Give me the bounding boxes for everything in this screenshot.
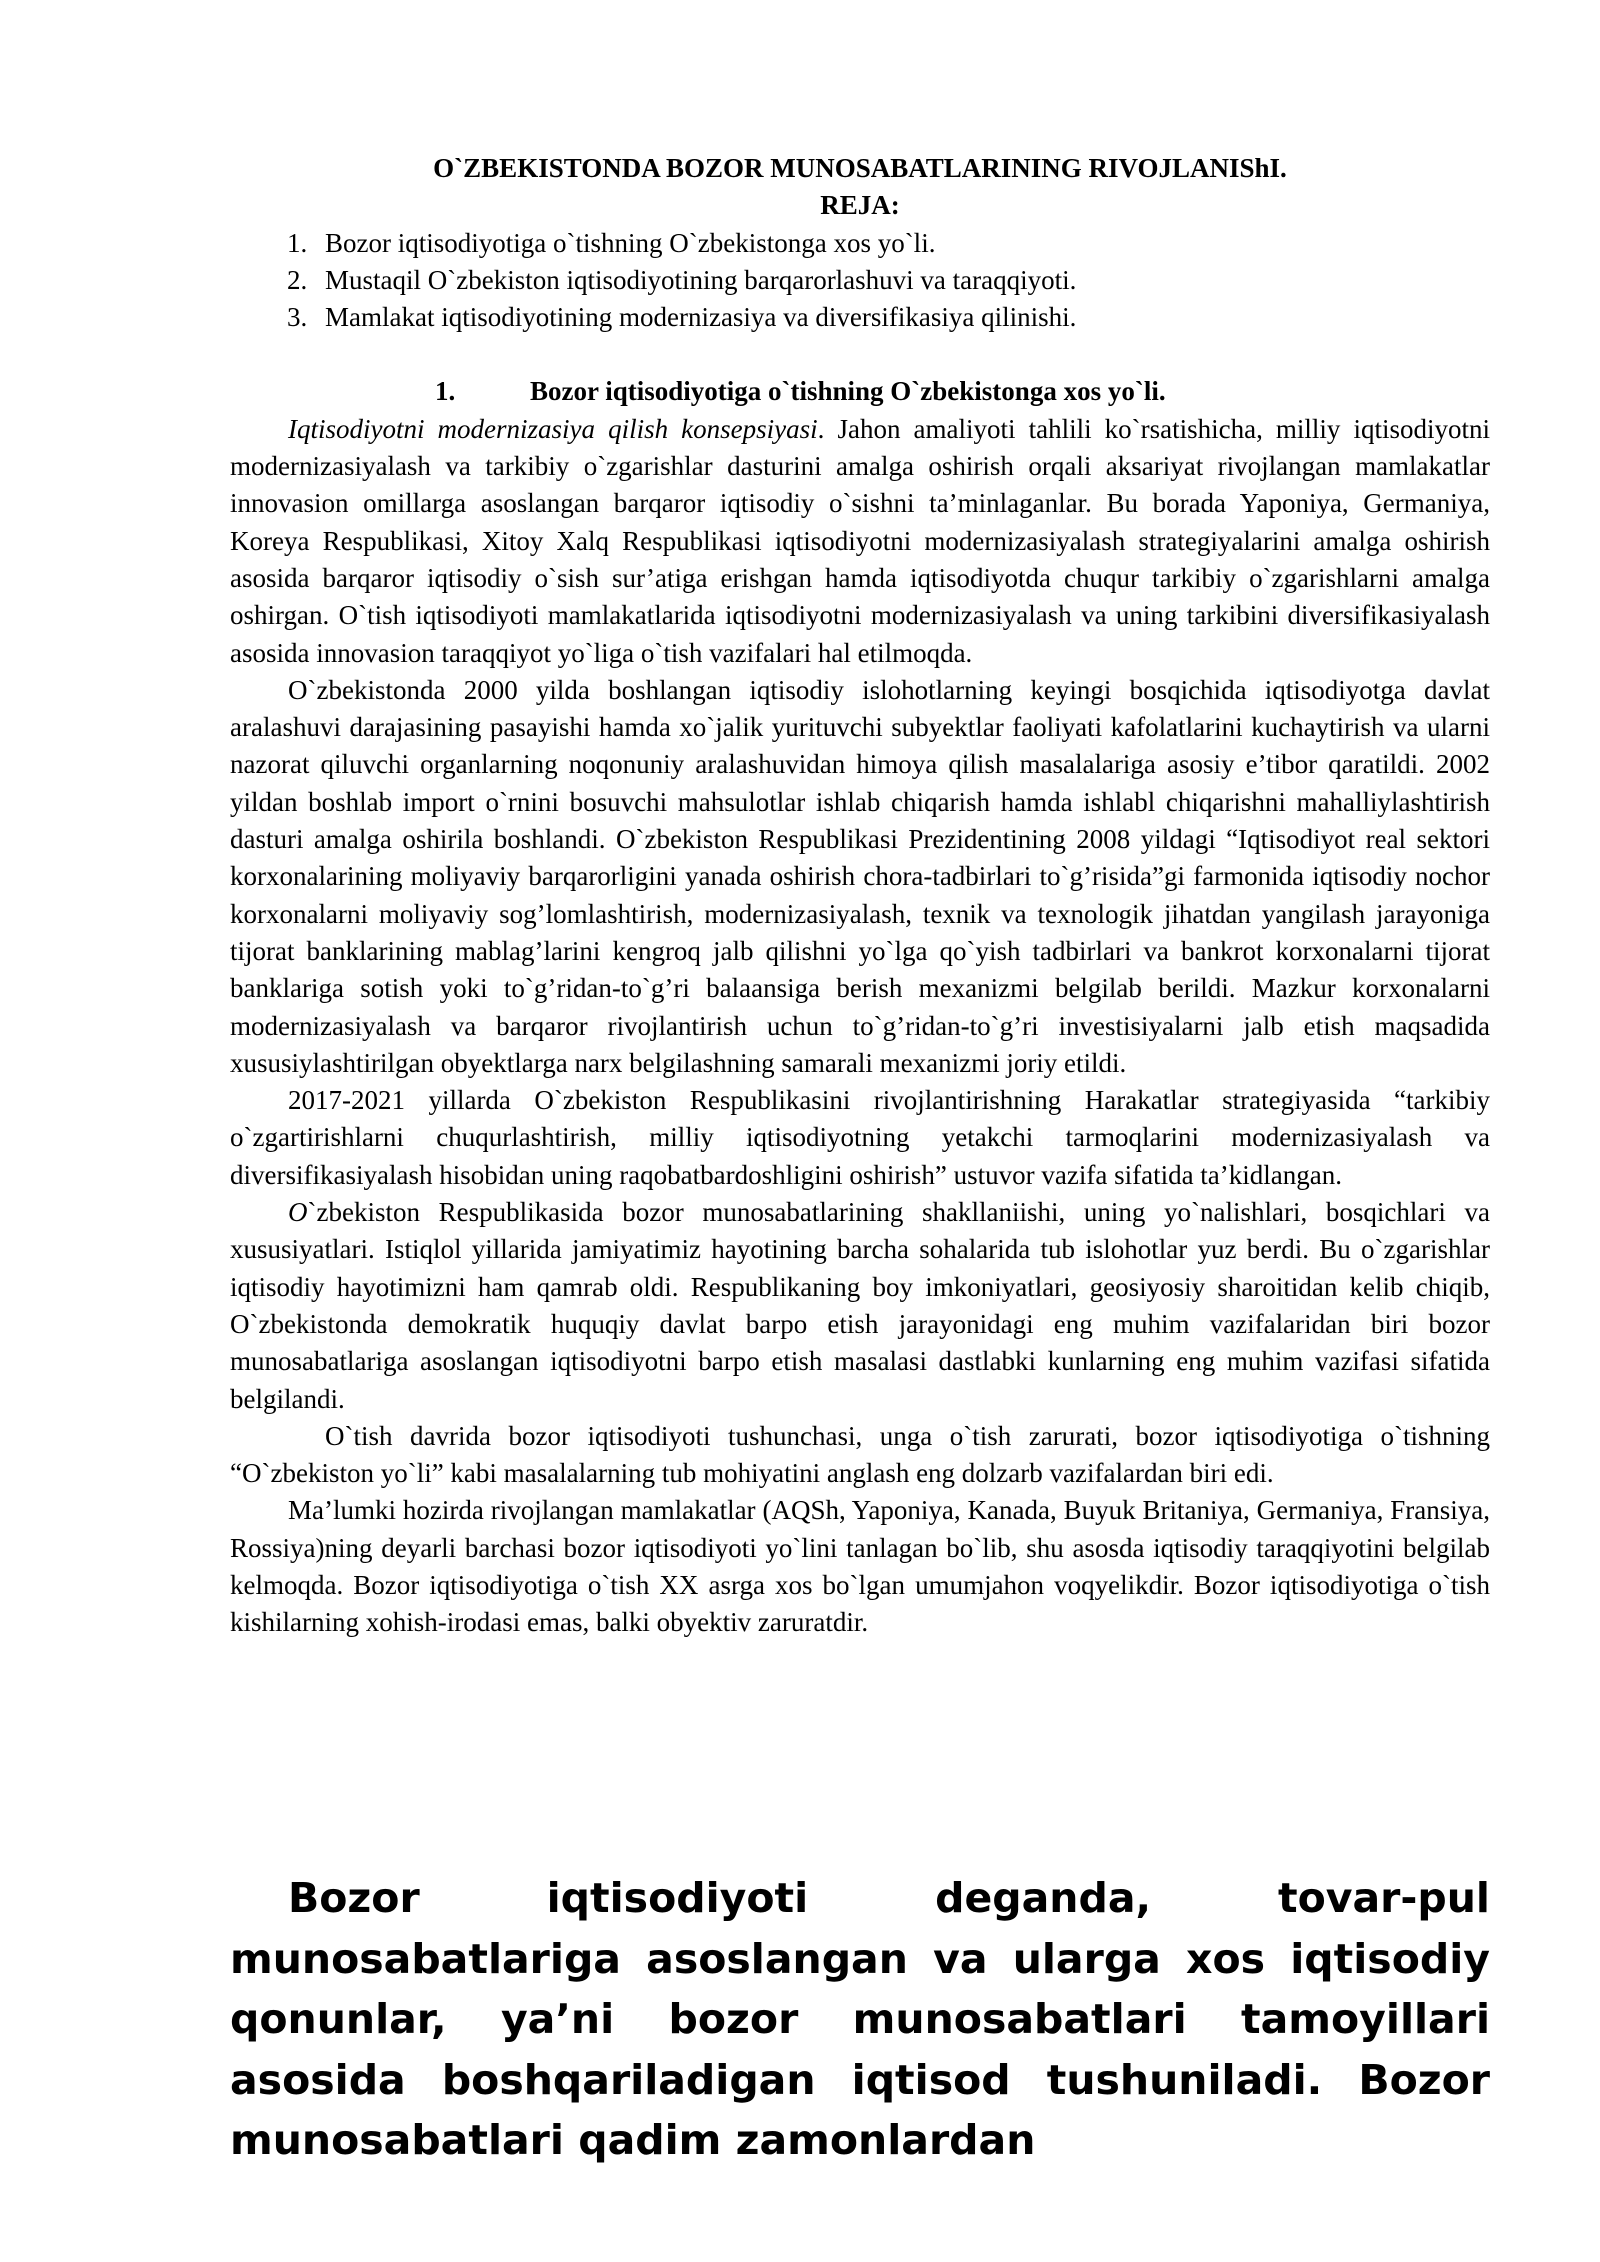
plan-item [287, 225, 1490, 262]
plan-item-number: 3. [287, 302, 308, 333]
paragraph-3: 2017-2021 yillarda O`zbekiston Respublikasini rivojlantirishning Harakatlar strategiyasida “tarkibiy o`zgartirishlarni chuqurlashtirish, milliy iqtisodiyotning yetakchi tarmoqlarini modernizasiyalash va diversifikasiyalash hisobidan uning raqobatbardoshligini oshirish” ustuvor vazifa sifatida ta’kidlangan. [230, 1085, 1490, 1190]
blank-line [230, 336, 1490, 373]
paragraph-1-italic-lead: Iqtisodiyotni modernizasiya qilish konsepsiyasi [288, 413, 818, 444]
plan-item-text: Mamlakat iqtisodiyotining modernizasiya va diversifikasiya qilinishi. [325, 302, 1077, 333]
paragraph-4 [230, 1194, 1490, 1418]
large-bold-paragraph: Bozor iqtisodiyoti deganda, tovar-pul munosabatlariga asoslangan va ularga xos iqtisodiy qonunlar, ya’ni bozor munosabatlari tamoyillari asosida boshqariladigan iqtisod tushuniladi. Bozor munosabatlari qadim zamonlardan [230, 1874, 1490, 2164]
plan-item-text: Bozor iqtisodiyotiga o`tishning O`zbekistonga xos yo`li. [325, 227, 936, 258]
plan-item-text: Mustaqil O`zbekiston iqtisodiyotining barqarorlashuvi va taraqqiyoti. [325, 264, 1077, 295]
document-page [230, 150, 1490, 1642]
plan-list [230, 225, 1490, 337]
plan-item [287, 299, 1490, 336]
plan-title: REJA: [820, 190, 900, 221]
paragraph-5: O`tish davrida bozor iqtisodiyoti tushunchasi, unga o`tish zarurati, bozor iqtisodiyotiga o`tishning “O`zbekiston yo`li” kabi masalalarning tub mohiyatini anglash eng dolzarb vazifalardan biri edi. [230, 1420, 1490, 1489]
paragraph-6: Ma’lumki hozirda rivojlangan mamlakatlar (AQSh, Yaponiya, Kanada, Buyuk Britaniya, Germaniya, Fransiya, Rossiya)ning deyarli barchasi bozor iqtisodiyoti yo`lini tanlagan bo`lib, shu asosda iqtisodiy taraqqiyotini belgilab kelmoqda. Bozor iqtisodiyotiga o`tish XX asrga xos bo`lgan umumjahon voqyelikdir. Bozor iqtisodiyotiga o`tish kishilarning xohish-irodasi emas, balki obyektiv zaruratdir. [230, 1495, 1490, 1638]
document-title: O`ZBEKISTONDA BOZOR MUNOSABATLARINING RIVOJLANIShI. [433, 153, 1287, 183]
section-title: Bozor iqtisodiyotiga o`tishning O`zbekistonga xos yo`li. [530, 376, 1166, 407]
paragraph-4-italic-lead: O [288, 1197, 308, 1228]
paragraph-1 [230, 411, 1490, 672]
plan-item [287, 262, 1490, 299]
plan-item-number: 2. [287, 264, 308, 295]
section-heading [230, 373, 1490, 410]
paragraph-1-text: . Jahon amaliyoti tahlili ko`rsatishicha, milliy iqtisodiyotni modernizasiyalash va tarkibiy o`zgarishlar dasturini amalga oshirish orqali aksariyat rivojlangan mamlakatlar innovasion omillarga asoslangan barqaror iqtisodiy o`sishni ta’minlaganlar. Bu borada Yaponiya, Germaniya, Koreya Respublikasi, Xitoy Xalq Respublikasi iqtisodiyotni modernizasiyalash strategiyalarini amalga oshirish asosida barqaror iqtisodiy o`sish sur’atiga erishgan hamda iqtisodiyotda chuqur tarkibiy o`zgarishlarni amalga oshirgan. O`tish iqtisodiyoti mamlakatlarida iqtisodiyotni modernizasiyalash va uning tarkibini diversifikasiyalash asosida innovasion taraqqiyot yo`liga o`tish vazifalari hal etilmoqda. [230, 413, 1490, 668]
section-number: 1. [435, 376, 456, 407]
paragraph-2: O`zbekistonda 2000 yilda boshlangan iqtisodiy islohotlarning keyingi bosqichida iqtisodiyotga davlat aralashuvi darajasining pasayishi hamda xo`jalik yurituvchi subyektlar faoliyati kafolatlarini kuchaytirish va ularni nazorat qiluvchi organlarning noqonuniy aralashuvidan himoya qilish masalalariga asosiy e’tibor qaratildi. 2002 yildan boshlab import o`rnini bosuvchi mahsulotlar ishlab chiqarish hamda ishlabl chiqarishni mahalliylashtirish dasturi amalga oshirila boshlandi. O`zbekiston Respublikasi Prezidentining 2008 yildagi “Iqtisodiyot real sektori korxonalarining moliyaviy barqarorligini yanada oshirish chora-tadbirlari to`g’risida”gi farmonida iqtisodiy nochor korxonalarni moliyaviy sog’lomlashtirish, modernizasiyalash, texnik va texnologik jihatdan yangilash jarayoniga tijorat banklarining mablag’larini kengroq jalb qilishni yo`lga qo`yish tadbirlari va bankrot korxonalarni tijorat banklariga sotish yoki to`g’ridan-to`g’ri balaansiga berish mexanizmi belgilab berildi. Mazkur korxonalarni modernizasiyalash va barqaror rivojlantirish uchun to`g’ridan-to`g’ri investisiyalarni jalb etish maqsadida xususiylashtirilgan obyektlarga narx belgilashning samarali mexanizmi joriy etildi. [230, 674, 1490, 1078]
paragraph-4-text: `zbekiston Respublikasida bozor munosabatlarining shakllaniishi, uning yo`nalishlari, bosqichlari va xususiyatlari. Istiqlol yillarida jamiyatimiz hayotining barcha sohalarida tub islohotlar yuz berdi. Bu o`zgarishlar iqtisodiy hayotimizni ham qamrab oldi. Respublikaning boy imkoniyatlari, geosiyosiy sharoitidan kelib chiqib, O`zbekistonda demokratik huquqiy davlat barpo etish jarayonidagi eng muhim vazifalaridan biri bozor munosabatlariga asoslangan iqtisodiyotni barpo etish masalasi dastlabki kunlarning eng muhim vazifasi sifatida belgilandi. [230, 1197, 1490, 1414]
plan-item-number: 1. [287, 227, 308, 258]
